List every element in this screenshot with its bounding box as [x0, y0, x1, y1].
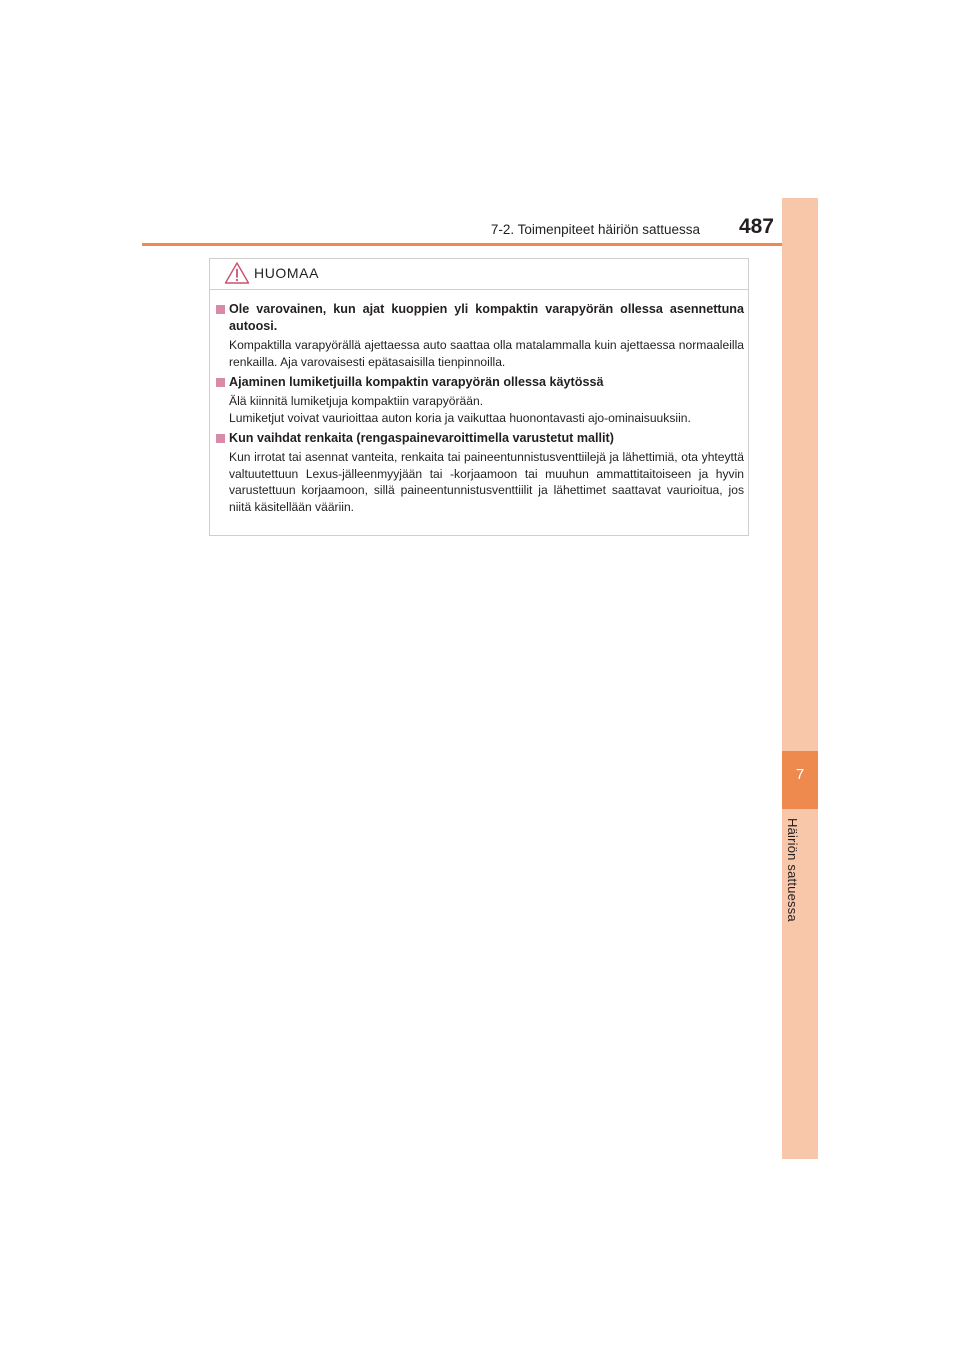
- paragraph: Kun irrotat tai asennat vanteita, renkaita tai paineentunnistusventtiilejä ja lähettimiä, ota yhteyttä valtuutettuun Lexus-jälleenmyyjään tai -korjaamoon tai muuhun ammattitaitoiseen ja hyvin varustettuun korjaamoon, sillä paineentunnistusventtiilit ja lähettimet saattavat vaurioitua, jos niitä käsitellään vääriin.: [229, 450, 744, 514]
- chapter-number: 7: [795, 766, 805, 783]
- paragraph: Kompaktilla varapyörällä ajettaessa auto saattaa olla matalammalla kuin ajettaessa normaaleilla renkailla. Aja varovaisesti epätasaisilla tienpinnoilla.: [229, 338, 744, 369]
- page-number: 487: [738, 215, 774, 238]
- section-heading-text: Ajaminen lumiketjuilla kompaktin varapyörän ollessa käytössä: [229, 375, 604, 389]
- square-bullet-icon: [216, 378, 225, 387]
- notice-title: HUOMAA: [254, 265, 320, 281]
- paragraph: Älä kiinnitä lumiketjuja kompaktiin varapyörään.: [229, 394, 484, 408]
- section-text: [216, 449, 744, 515]
- section-heading-text: Kun vaihdat renkaita (rengaspainevaroittimella varustetut mallit): [229, 431, 614, 445]
- section-heading: [216, 430, 744, 447]
- warning-triangle-icon: [224, 261, 250, 285]
- notice-header: [210, 259, 748, 290]
- chapter-side-tab: [782, 198, 818, 1159]
- section-heading: [216, 374, 744, 391]
- section-text: [216, 393, 744, 426]
- section-title: 7-2. Toimenpiteet häiriön sattuessa: [490, 222, 700, 237]
- notice-section: [216, 430, 744, 515]
- notice-body: [216, 301, 744, 519]
- section-heading: [216, 301, 744, 335]
- section-heading-text: Ole varovainen, kun ajat kuoppien yli kompaktin varapyörän ollessa asennettuna autoosi.: [229, 302, 744, 333]
- notice-section: [216, 301, 744, 370]
- square-bullet-icon: [216, 434, 225, 443]
- notice-section: [216, 374, 744, 426]
- notice-box: [209, 258, 749, 536]
- header-divider: [142, 243, 818, 246]
- chapter-label: Häiriön sattuessa: [785, 818, 800, 922]
- paragraph: Lumiketjut voivat vaurioittaa auton koria ja vaikuttaa huonontavasti ajo-ominaisuuksiin.: [229, 410, 691, 425]
- square-bullet-icon: [216, 305, 225, 314]
- section-text: [216, 337, 744, 370]
